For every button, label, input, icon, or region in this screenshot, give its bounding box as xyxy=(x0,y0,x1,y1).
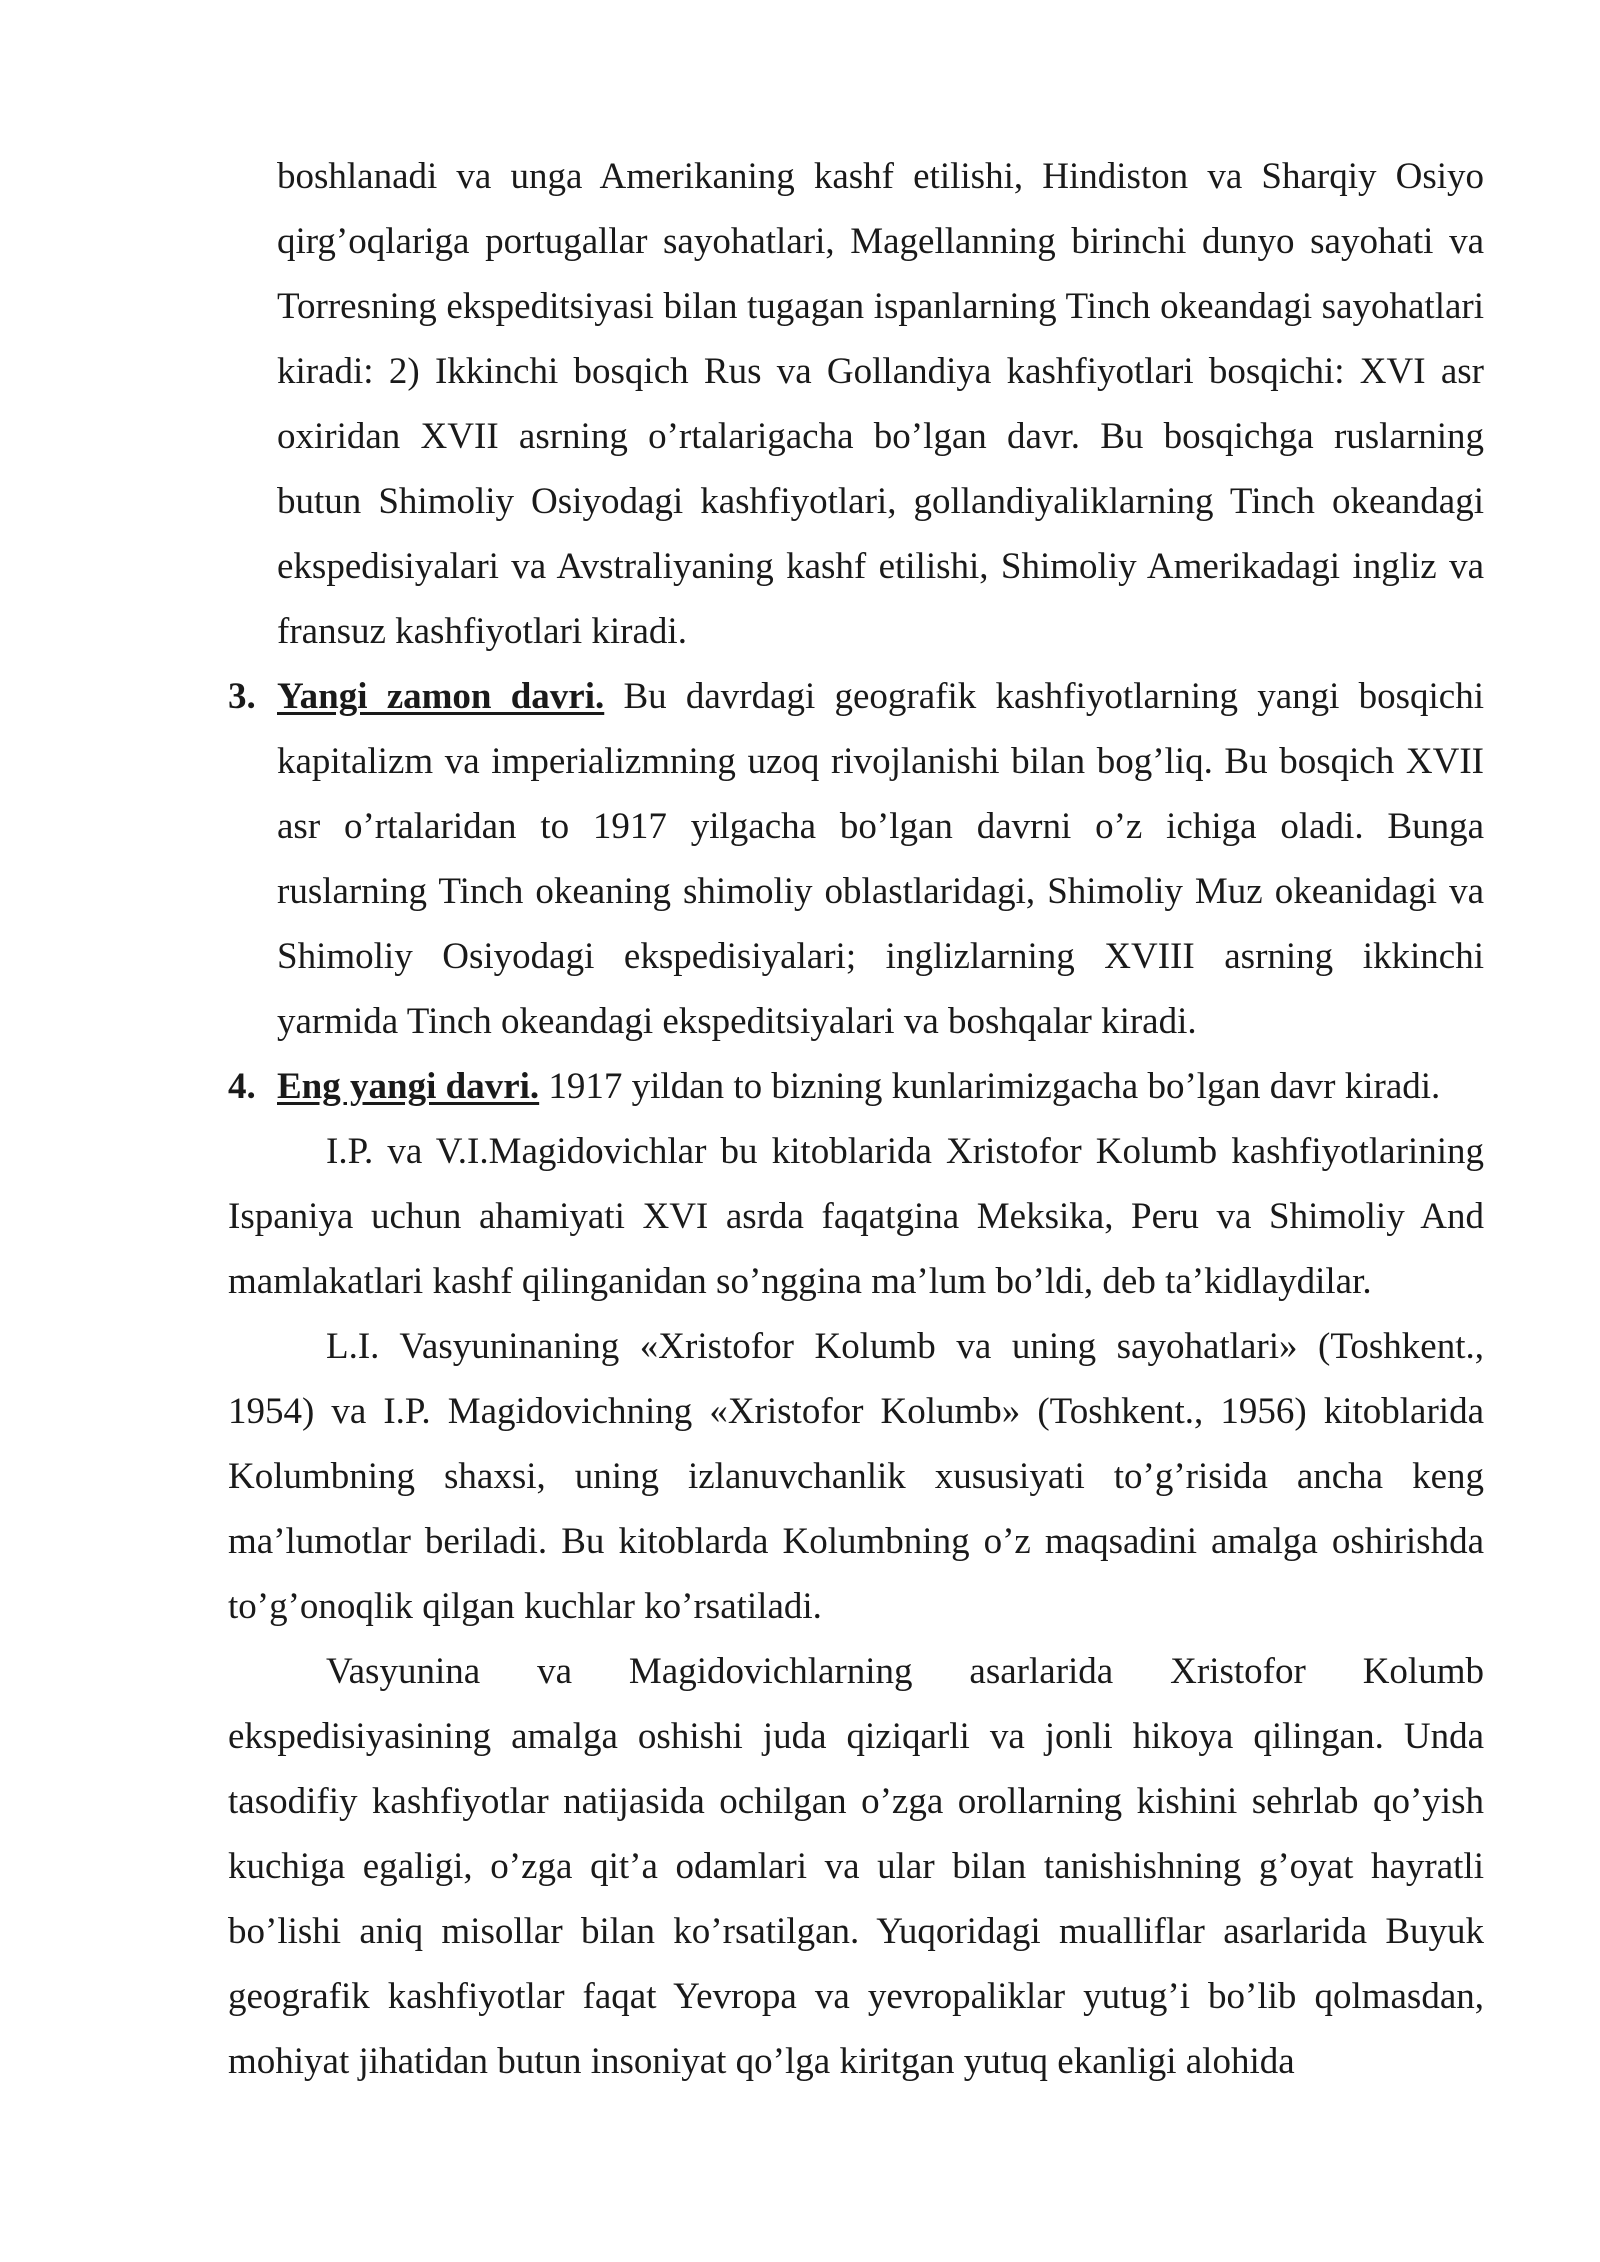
list-heading: Eng yangi davri. xyxy=(277,1066,540,1107)
list-item-4 xyxy=(228,1054,1484,1119)
list-text: Bu davrdagi geografik kashfiyotlarning yangi bosqichi kapitalizm va imperializmning uzoq rivojlanishi bilan bog’liq. Bu bosqich XVII asr o’rtalaridan to 1917 yilgacha bo’lgan davrni o’z ichiga oladi. Bunga ruslarning Tinch okeaning shimoliy oblastlaridagi, Shimoliy Muz okeanidagi va Shimoliy Osiyodagi ekspedisiyalari; inglizlarning XVIII asrning ikkinchi yarmida Tinch okeandagi ekspeditsiyalari va boshqalar kiradi. xyxy=(277,676,1484,1042)
paragraph-kolumb-expedition: Vasyunina va Magidovichlarning asarlarida Xristofor Kolumb ekspedisiyasining amalga oshishi juda qiziqarli va jonli hikoya qilingan. Unda tasodifiy kashfiyotlar natijasida ochilgan o’zga orollarning kishini sehrlab qo’yish kuchiga egaligi, o’zga qit’a odamlari va ular bilan tanishishning g’oyat hayratli bo’lishi aniq misollar bilan ko’rsatilgan. Yuqoridagi mualliflar asarlarida Buyuk geografik kashfiyotlar faqat Yevropa va yevropaliklar yutug’i bo’lib qolmasdan, mohiyat jihatidan butun insoniyat qo’lga kiritgan yutuq ekanligi alohida xyxy=(228,1651,1484,2082)
list-item-3 xyxy=(228,664,1484,1054)
continuation-text: boshlanadi va unga Amerikaning kashf etilishi, Hindiston va Sharqiy Osiyo qirg’oqlariga portugallar sayohatlari, Magellanning birinchi dunyo sayohati va Torresning ekspeditsiyasi bilan tugagan ispanlarning Tinch okeandagi sayohatlari kiradi: 2) Ikkinchi bosqich Rus va Gollandiya kashfiyotlari bosqichi: XVI asr oxiridan XVII asrning o’rtalarigacha bo’lgan davr. Bu bosqichga ruslarning butun Shimoliy Osiyodagi kashfiyotlari, gollandiyaliklarning Tinch okeandagi ekspedisiyalari va Avstraliyaning kashf etilishi, Shimoliy Amerikadagi ingliz va fransuz kashfiyotlari kiradi. xyxy=(277,156,1484,652)
paragraph-magidovich: I.P. va V.I.Magidovichlar bu kitoblarida Xristofor Kolumb kashfiyotlarining Ispaniya uchun ahamiyati XVI asrda faqatgina Meksika, Peru va Shimoliy And mamlakatlari kashf qilinganidan so’nggina ma’lum bo’ldi, deb ta’kidlaydilar. xyxy=(228,1131,1484,1302)
body-paragraphs xyxy=(228,1119,1484,2094)
list-number: 3. xyxy=(228,676,256,717)
list-text: 1917 yildan to bizning kunlarimizgacha bo’lgan davr kiradi. xyxy=(539,1066,1441,1107)
paragraph-vasyunina-books: L.I. Vasyuninaning «Xristofor Kolumb va uning sayohatlari» (Toshkent., 1954) va I.P. Magidovichning «Xristofor Kolumb» (Toshkent., 1956) kitoblarida Kolumbning shaxsi, uning izlanuvchanlik xususiyati to’g’risida ancha keng ma’lumotlar beriladi. Bu kitoblarda Kolumbning o’z maqsadini amalga oshirishda to’g’onoqlik qilgan kuchlar ko’rsatiladi. xyxy=(228,1326,1484,1627)
list-number: 4. xyxy=(228,1066,256,1107)
continuation-paragraph xyxy=(277,144,1484,664)
numbered-list xyxy=(228,664,1484,1119)
list-heading: Yangi zamon davri. xyxy=(277,676,605,717)
